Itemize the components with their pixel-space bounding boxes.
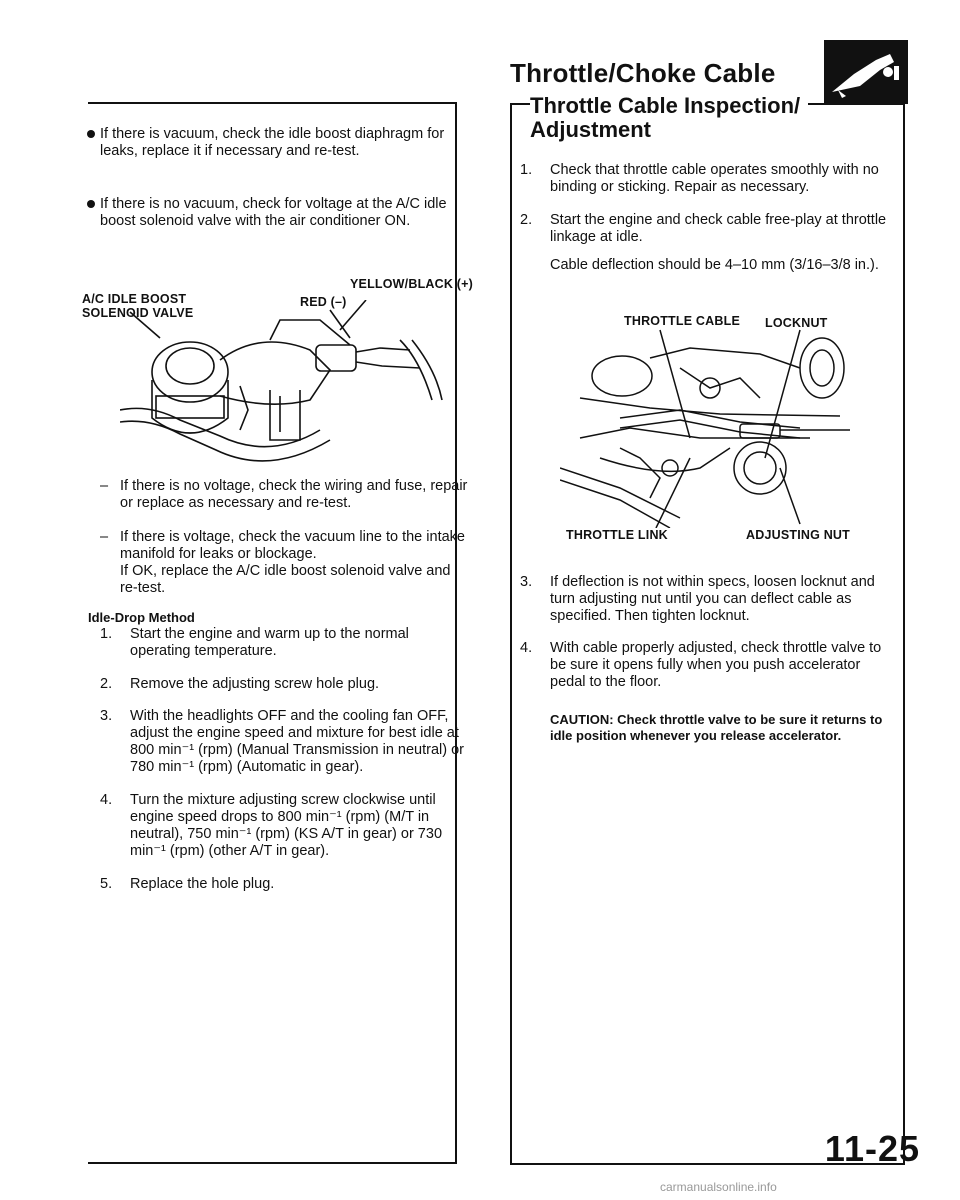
step-number: 1. — [520, 162, 533, 178]
step-text: Start the engine and check cable free-play at throttle linkage at idle. — [550, 212, 887, 245]
step-text: With cable properly adjusted, check throttle valve to be sure it opens fully when you push accelerator pedal to the floor. — [550, 640, 882, 690]
step-number: 3. — [100, 708, 113, 724]
left-bottom-rule — [88, 1162, 457, 1164]
dash-item — [100, 529, 472, 597]
page-number: 11-25 — [824, 1128, 920, 1169]
bullet-dot — [87, 200, 95, 208]
method-title: Idle-Drop Method — [88, 610, 195, 625]
step-number: 2. — [100, 676, 113, 692]
throttle-icon — [824, 40, 908, 104]
right-step — [520, 574, 898, 625]
figure-label-red: RED (–) — [300, 295, 347, 309]
dash-text: If there is voltage, check the vacuum line to the intake manifold for leaks or blockage. — [120, 529, 465, 562]
solenoid-valve-illustration — [120, 300, 460, 480]
figure-label-adjusting-nut: ADJUSTING NUT — [746, 528, 850, 542]
step-text: Check that throttle cable operates smoothly with no binding or sticking. Repair as necessary. — [550, 162, 879, 195]
bullet-dot — [87, 130, 95, 138]
right-step — [520, 162, 898, 196]
watermark: carmanualsonline.info — [660, 1180, 777, 1194]
section-title-line1: Throttle Cable Inspection/ — [530, 93, 801, 118]
dash-mark: – — [100, 529, 109, 545]
figure-label-throttle-cable: THROTTLE CABLE — [624, 314, 740, 328]
step-text: Remove the adjusting screw hole plug. — [130, 676, 380, 692]
right-step — [520, 640, 898, 691]
dash-item — [100, 478, 472, 512]
step-number: 5. — [100, 876, 113, 892]
left-step — [100, 876, 472, 893]
right-box-right-border — [903, 103, 905, 1165]
bullet-text: If there is no vacuum, check for voltage at the A/C idle boost solenoid valve with the air conditioner ON. — [100, 196, 447, 229]
right-box-left-border — [510, 103, 512, 1165]
bullet-item — [100, 126, 472, 160]
figure-label-yellow-black: YELLOW/BLACK (+) — [350, 277, 473, 291]
bullet-item — [100, 196, 472, 230]
step-text: If deflection is not within specs, loosen locknut and turn adjusting nut until you can deflect cable as specified. Then tighten locknut. — [550, 574, 875, 624]
left-step — [100, 676, 472, 693]
throttle-cable-illustration — [560, 328, 860, 528]
deflection-note: Cable deflection should be 4–10 mm (3/16–3/8 in.). — [550, 257, 879, 273]
figure-label-solenoid: A/C IDLE BOOST SOLENOID VALVE — [82, 292, 194, 320]
section-title — [530, 94, 808, 142]
figure-label-throttle-link: THROTTLE LINK — [566, 528, 668, 542]
dash-text: If OK, replace the A/C idle boost solenoid valve and re-test. — [120, 563, 451, 596]
step-number: 1. — [100, 626, 113, 642]
dash-text: If there is no voltage, check the wiring and fuse, repair or replace as necessary and re-test. — [120, 478, 468, 511]
dash-mark: – — [100, 478, 109, 494]
left-top-rule — [88, 102, 456, 104]
bullet-text: If there is vacuum, check the idle boost diaphragm for leaks, replace it if necessary and re-test. — [100, 126, 445, 159]
section-title-line2: Adjustment — [530, 117, 651, 142]
step-number: 4. — [100, 792, 113, 808]
step-text: With the headlights OFF and the cooling fan OFF, adjust the engine speed and mixture for best idle at 800 min⁻¹ (rpm) (Manual Transmission in neutral) or 780 min⁻¹ (rpm) (Automatic in gear). — [130, 708, 465, 775]
step-number: 2. — [520, 212, 533, 228]
step-number: 4. — [520, 640, 533, 656]
step-text: Start the engine and warm up to the normal operating temperature. — [130, 626, 409, 659]
step-number: 3. — [520, 574, 533, 590]
left-step — [100, 792, 472, 860]
figure-label-locknut: LOCKNUT — [765, 316, 828, 330]
left-step — [100, 626, 472, 660]
caution-note: CAUTION: Check throttle valve to be sure it returns to idle position whenever you release accelerator. — [550, 712, 883, 743]
left-step — [100, 708, 472, 776]
step-text: Replace the hole plug. — [130, 876, 275, 892]
step-text: Turn the mixture adjusting screw clockwise until engine speed drops to 800 min⁻¹ (rpm) (M/T in neutral), 750 min⁻¹ (rpm) (KS A/T in gear) or 730 min⁻¹ (rpm) (other A/T in gear). — [130, 792, 443, 859]
page-title: Throttle/Choke Cable — [510, 58, 776, 88]
right-step — [520, 212, 898, 246]
